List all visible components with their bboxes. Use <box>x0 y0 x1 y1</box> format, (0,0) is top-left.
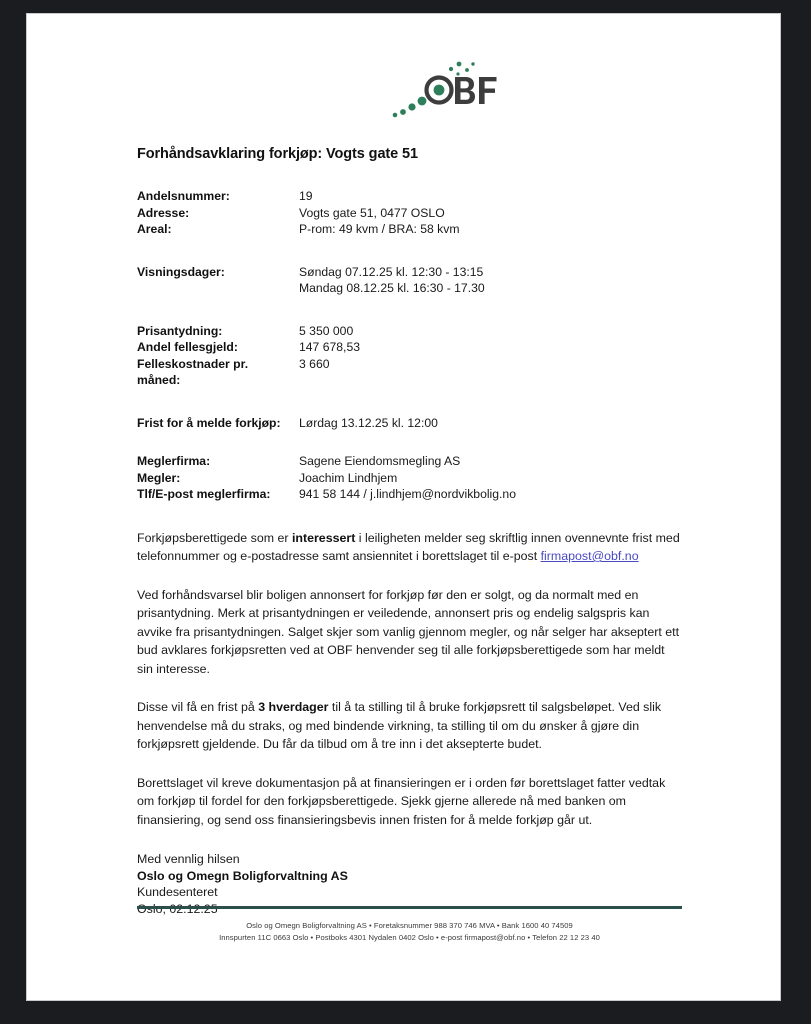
detail-value: Vogts gate 51, 0477 OSLO <box>299 205 445 220</box>
broker-value: 941 58 144 / j.lindhjem@nordvikbolig.no <box>299 487 516 501</box>
footer-line-2: Innspurten 11C 0663 Oslo • Postboks 4301 Nydalen 0402 Oslo • e-post firmapost@obf.no • Telefon 22 12 23 40 <box>219 933 600 942</box>
signature-department: Kundesenteret <box>137 885 218 899</box>
page-title: Forhåndsavklaring forkjøp: Vogts gate 51 <box>137 146 418 162</box>
broker-value: Sagene Eiendomsmegling AS <box>299 454 461 468</box>
broker-label: Meglerfirma: <box>137 454 211 468</box>
email-link[interactable]: firmapost@obf.no <box>540 549 639 563</box>
broker-value: Joachim Lindhjem <box>299 470 398 485</box>
emphasis-interessert: interessert <box>291 530 356 545</box>
page-footer <box>137 906 682 944</box>
pricing-value: 5 350 000 <box>299 323 354 338</box>
deadline-label: Frist for å melde forkjøp: <box>137 415 281 430</box>
paragraph-text: til å ta stilling til å bruke forkjøpsrett til salgsbeløpet. Ved slik henvendelse må du straks, og med bindende virkning, ta stilling til om du ønsker å gjøre din forkjøpsrett gjeldende. Du får da tilbud om å tre inn i det aksepterte budet. <box>137 700 662 751</box>
viewing-days <box>137 264 682 297</box>
viewing-label: Visningsdager: <box>137 264 225 279</box>
detail-row <box>137 339 682 356</box>
document-page <box>27 14 780 1000</box>
detail-row <box>137 264 682 281</box>
detail-row <box>137 221 682 238</box>
emphasis-hverdager: 3 hverdager <box>258 700 329 714</box>
detail-label: Andelsnummer: <box>137 189 230 203</box>
deadline-value: Lørdag 13.12.25 kl. 12:00 <box>299 415 438 430</box>
broker-label: Megler: <box>137 470 181 485</box>
detail-value: 19 <box>299 189 313 203</box>
paragraph-frist <box>137 698 682 754</box>
detail-row <box>137 188 682 205</box>
detail-row <box>137 323 682 340</box>
detail-row <box>137 470 682 487</box>
pricing-label: Felleskostnader pr. <box>137 356 249 371</box>
broker-label: Tlf/E-post meglerfirma: <box>137 487 271 501</box>
paragraph-text: Forkjøpsberettigede som er <box>137 530 292 545</box>
paragraph-text: i leiligheten melder seg skriftlig innen ovennevnte frist med telefonnummer og e-postadresse samt ansiennitet i borettslaget til e-post <box>137 530 680 563</box>
detail-label: Adresse: <box>137 205 190 220</box>
pricing-value: 147 678,53 <box>299 340 360 354</box>
pricing-label: Prisantydning: <box>137 323 223 338</box>
signature-greeting: Med vennlig hilsen <box>137 852 240 866</box>
logo-header <box>137 46 682 118</box>
detail-row <box>137 453 682 470</box>
pricing-value: 3 660 <box>299 356 330 371</box>
detail-row <box>137 205 682 222</box>
pricing-label-continued: måned: <box>137 373 181 387</box>
viewing-value-2: Mandag 08.12.25 kl. 16:30 - 17.30 <box>299 281 485 295</box>
signature-company: Oslo og Omegn Boligforvaltning AS <box>137 868 348 883</box>
property-details <box>137 188 682 238</box>
detail-label: Areal: <box>137 222 172 236</box>
paragraph-forhandsvarsel: Ved forhåndsvarsel blir boligen annonsert for forkjøp før den er solgt, og da normalt med en prisantydning. Merk at prisantydningen er veiledende, annonsert pris og endelig salgspris kan avvike fra prisantydningen. Salget skjer som vanlig gjennom megler, og når selger har akseptert ett bud avklares forkjøpsretten ved at OBF henvender seg til alle forkjøpsberettigede som har meldt sin interesse. <box>137 587 680 676</box>
footer-line-1: Oslo og Omegn Boligforvaltning AS • Foretaksnummer 988 370 746 MVA • Bank 1600 40 74509 <box>246 921 573 930</box>
detail-row <box>137 415 682 432</box>
detail-row <box>137 486 682 503</box>
broker-details <box>137 453 682 503</box>
paragraph-interest <box>137 529 682 566</box>
paragraph-text: Disse vil få en frist på <box>137 700 259 714</box>
pricing-label: Andel fellesgjeld: <box>137 340 238 354</box>
footer-divider <box>137 906 682 909</box>
paragraph-finansiering: Borettslaget vil kreve dokumentasjon på at finansieringen er i orden før borettslaget fatter vedtak om forkjøp til fordel for den forkjøpsberettigede. Sjekk gjerne allerede nå med banken om finansiering, og send oss finansieringsbevis innen fristen for å melde forkjøp går ut. <box>137 775 666 827</box>
document-content <box>137 46 682 917</box>
deadline-block <box>137 415 682 432</box>
viewing-value-1: Søndag 07.12.25 kl. 12:30 - 13:15 <box>299 264 484 279</box>
obf-logo <box>389 60 509 122</box>
detail-value: P-rom: 49 kvm / BRA: 58 kvm <box>299 222 460 236</box>
detail-row <box>137 356 682 373</box>
pricing-details <box>137 323 682 389</box>
